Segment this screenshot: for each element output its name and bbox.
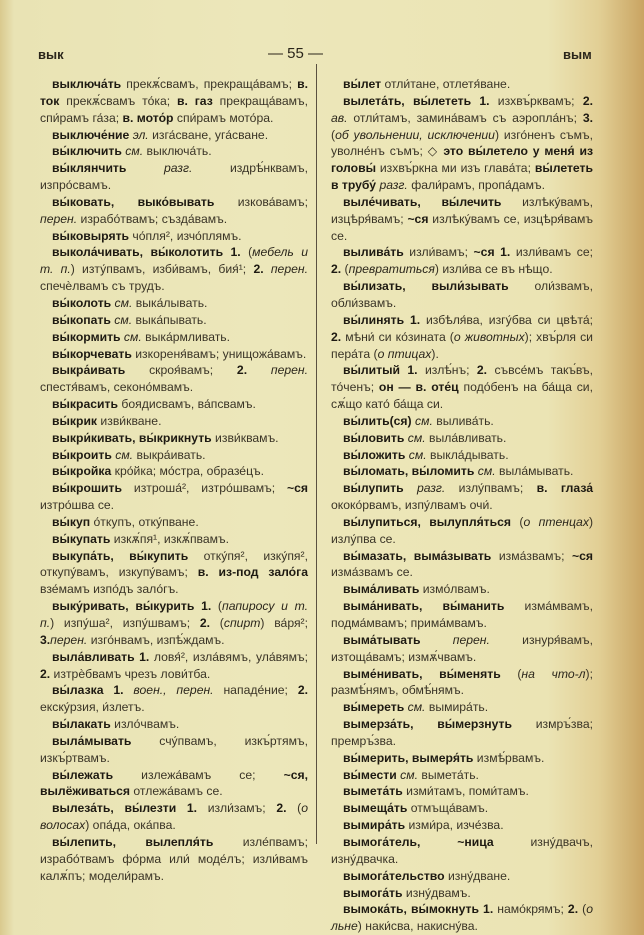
headword: вымога́тельство: [343, 868, 445, 883]
grammar-label: см.: [120, 329, 142, 344]
headword: вымета́ть: [343, 784, 403, 799]
headword: вымока́ть, вы́мокнуть 1.: [343, 902, 494, 917]
headword: вы́копать: [52, 312, 111, 327]
translation: нападе́ние;: [213, 683, 298, 698]
translation: изну́двамъ.: [402, 885, 471, 900]
translation: отли́тане, отлетя́ване.: [381, 77, 511, 91]
headword: вымога́тель, ~ница: [343, 834, 494, 849]
grammar-label: см.: [110, 312, 133, 327]
dictionary-entry: [40, 127, 308, 144]
translation: вымета́ть.: [418, 767, 479, 782]
dictionary-entry: [331, 581, 593, 598]
headword: 2.: [567, 902, 579, 917]
translation: (: [331, 127, 336, 142]
headword: выключа́ть: [52, 77, 122, 91]
headword: в. ток: [40, 77, 308, 108]
grammar-label: перен.: [50, 632, 88, 647]
headword: вы́куп: [52, 514, 91, 529]
translation: счу́пвамъ, изкъ́ртямъ, изкъ́ртвамъ.: [40, 733, 308, 765]
dictionary-entry: [331, 750, 593, 767]
translation: выка́лывать.: [132, 295, 208, 310]
translation: изхвъ́ркна ми изъ глава́та;: [375, 161, 535, 176]
translation: отку́пя², изку́пя², откупу́вамъ, изкупу́вамъ;: [40, 548, 308, 580]
grammar-label: о животных: [453, 329, 525, 344]
translation: выла́вливать.: [425, 430, 507, 445]
dictionary-entry: [331, 244, 593, 278]
translation: о́ткупъ, отку́пване.: [90, 514, 199, 529]
headword: вы́мерить, вымеря́ть: [343, 750, 474, 765]
headword: вы́кормить: [52, 329, 121, 344]
left-column: [40, 76, 308, 885]
dictionary-entry: [331, 463, 593, 480]
translation: (: [511, 514, 524, 529]
translation: издрѣ́нквамъ, изпро́свамъ.: [40, 161, 308, 193]
translation: изло́чвамъ.: [110, 717, 180, 732]
grammar-label: об увольнении, исключении: [335, 127, 495, 142]
grammar-label: воен., перен.: [123, 683, 214, 698]
translation: изли́замъ;: [197, 801, 277, 816]
headword: вы́кройка: [52, 464, 112, 479]
grammar-label: спирт: [223, 616, 261, 630]
dictionary-entry: [40, 531, 308, 548]
translation: ококо́рвамъ, изпу́лвамъ очи́.: [331, 498, 493, 513]
translation: ◇: [427, 144, 444, 159]
headword: вы́лазка 1.: [52, 683, 124, 698]
translation: вылива́ть.: [432, 413, 494, 428]
headword: 2.: [253, 262, 264, 277]
grammar-label: перен.: [420, 632, 490, 647]
translation: ); хвъ́рля си пера́та (: [331, 329, 593, 361]
right-column: [331, 76, 593, 935]
translation: ) опа́да, ока́пва.: [85, 818, 176, 833]
grammar-label: см.: [411, 413, 433, 428]
headword: вы́лупить: [343, 481, 404, 496]
dictionary-entry: [40, 194, 308, 228]
headword: выме́нивать, вы́менять: [343, 666, 501, 681]
translation: выключа́ть.: [143, 144, 212, 159]
grammar-label: мебель и т. п.: [40, 245, 308, 277]
translation: изкѫ́пя¹, изкѫ́пвамъ.: [110, 531, 230, 546]
translation: ) изли́ва се въ нѣщо.: [434, 262, 553, 277]
headword: выкупа́ть, вы́купить: [52, 548, 189, 563]
dictionary-entry: [331, 93, 593, 194]
headword: ~ся: [571, 548, 593, 563]
dictionary-entry: [40, 463, 308, 480]
translation: изга́сване, уга́сване.: [148, 127, 269, 142]
headword: выку́ривать, вы́курить 1.: [52, 599, 212, 614]
translation: изли́вамъ;: [403, 245, 474, 260]
dictionary-entry: [331, 885, 593, 902]
headword: 2.: [331, 262, 342, 277]
grammar-label: см.: [404, 430, 426, 445]
dictionary-entry: [331, 76, 593, 93]
headword: вы́ключить: [52, 144, 122, 159]
dictionary-entry: [40, 733, 308, 767]
dictionary-entry: [331, 430, 593, 447]
translation: изма́звамъ;: [491, 548, 572, 563]
headword: вылива́ть: [343, 245, 404, 260]
dictionary-entry: [331, 632, 593, 666]
dictionary-entry: [331, 834, 593, 868]
headword: выле́чивать, вы́лечить: [343, 194, 502, 209]
column-divider: [316, 64, 317, 844]
headword: 2.: [199, 616, 211, 630]
headword: это вы́летело у меня́ из головы́: [331, 144, 593, 176]
headword: вы́колоть: [52, 295, 112, 310]
grammar-label: ав.: [331, 110, 348, 125]
translation: (: [500, 666, 522, 681]
translation: излѣку́вамъ, изцѣря́вамъ;: [331, 194, 593, 226]
grammar-label: о волосах: [40, 801, 309, 833]
headword: выкола́чивать, вы́колотить 1.: [52, 245, 241, 260]
headword: вымеща́ть: [343, 801, 408, 816]
headword: вы́лепить, вылепля́ть: [52, 834, 214, 849]
header-right-guide-word: вым: [563, 47, 592, 62]
dictionary-entry: [331, 901, 593, 935]
grammar-label: см.: [404, 700, 426, 715]
headword: вы́ковырять: [52, 228, 130, 243]
headword: вы́ложить: [343, 447, 406, 462]
dictionary-entry: [40, 480, 308, 514]
translation: избѣля́ва, изгу́бва си цвѣта́;: [420, 312, 593, 327]
translation: излѣку́вамъ се, изцѣря́вамъ се.: [331, 211, 593, 243]
translation: фали́рамъ, пропа́дамъ.: [407, 178, 546, 193]
grammar-label: см.: [121, 144, 144, 159]
headword: вы́клянчить: [52, 161, 127, 176]
grammar-label: о птицах: [377, 346, 432, 361]
headword: 2.: [331, 329, 342, 344]
headword: вы́лет: [343, 77, 382, 91]
grammar-label: см.: [111, 295, 133, 310]
translation: ) излу́пва се.: [331, 514, 593, 546]
headword: вы́крошить: [52, 481, 123, 496]
translation: (: [341, 262, 349, 277]
translation: изви́квамъ.: [211, 430, 279, 445]
translation: вымира́ть.: [425, 700, 489, 715]
dictionary-entry: [40, 716, 308, 733]
dictionary-entry: [331, 767, 593, 784]
headword: вы́лупиться, вылупля́ться: [343, 514, 512, 529]
headword: выкри́кивать, вы́крикнуть: [52, 430, 212, 445]
translation: изтроша́², изтро́швамъ;: [122, 481, 287, 496]
translation: мѣни́ си ко́зината (: [341, 329, 454, 344]
dictionary-entry: [40, 143, 308, 160]
translation: выка́рмливать.: [141, 329, 231, 344]
headword: вы́лить(ся): [343, 413, 412, 428]
headword: выма́нивать, вы́манить: [343, 599, 505, 614]
headword: вы́мести: [343, 767, 397, 782]
dictionary-entry: [331, 480, 593, 514]
headword: выла́мывать: [52, 733, 132, 748]
dictionary-entry: [40, 362, 308, 396]
headword: 2.: [276, 801, 287, 816]
headword: вылета́ть, вы́лететь 1.: [343, 93, 490, 108]
dictionary-entry: [40, 682, 308, 716]
grammar-label: разг.: [376, 178, 408, 193]
dictionary-entry: [331, 362, 593, 413]
headword: выла́вливать 1.: [52, 649, 150, 664]
dictionary-entry: [40, 767, 308, 801]
header-left-guide-word: вык: [38, 47, 64, 62]
dictionary-entry: [331, 800, 593, 817]
headword: 2.: [297, 683, 308, 698]
dictionary-entry: [40, 649, 308, 683]
translation: спестя́вамъ, секоно́мвамъ.: [40, 380, 194, 395]
headword: вы́крик: [52, 413, 98, 428]
grammar-label: на что-л: [521, 666, 586, 681]
headword: 3.: [40, 632, 51, 647]
headword: вы́лакать: [52, 717, 111, 732]
headword: вы́купать: [52, 531, 111, 546]
translation: изхвъ́рквамъ;: [489, 93, 583, 108]
translation: прекраща́вамъ, спи́рамъ га́за;: [40, 93, 309, 125]
dictionary-entry: [331, 514, 593, 548]
translation: изле́пвамъ; израбо́твамъ фо́рма или́ моде́лъ; изли́вамъ калѫ́пъ; модели́рамъ.: [40, 834, 308, 883]
translation: изго́нвамъ, изпѣ́ждамъ.: [87, 632, 225, 647]
grammar-label: см.: [474, 464, 496, 479]
grammar-label: перен.: [40, 211, 78, 226]
dictionary-entry: [331, 312, 593, 363]
headword: выма́тывать: [343, 632, 421, 647]
headword: вымира́ть: [343, 818, 406, 833]
translation: спечѐлвамъ съ трудъ.: [40, 279, 165, 294]
headword: вы́линять 1.: [343, 312, 421, 327]
translation: ) изго́ненъ съмъ, уволне́нъ съмъ;: [331, 127, 593, 159]
grammar-label: папиросу и т. п.: [40, 599, 308, 630]
translation: (: [240, 245, 253, 260]
dictionary-entry: [40, 396, 308, 413]
translation: отлежа́вамъ се.: [130, 784, 223, 799]
translation: излежа́вамъ се;: [113, 767, 284, 782]
translation: спи́рамъ мото́ра.: [173, 110, 274, 125]
dictionary-entry: [40, 329, 308, 346]
headword: вы́кроить: [52, 447, 112, 462]
dictionary-entry: [40, 312, 308, 329]
translation: ) изту́пвамъ, изби́вамъ, бия́¹;: [70, 262, 254, 277]
headword: в. мото́р: [122, 110, 174, 125]
grammar-label: перен.: [263, 262, 308, 277]
translation: изну́дване.: [444, 868, 511, 883]
dictionary-entry: [40, 76, 308, 127]
dictionary-entry: [331, 817, 593, 834]
translation: отли́тамъ, замина́вамъ съ аэропла́нъ;: [347, 110, 583, 125]
translation: (: [578, 902, 587, 917]
translation: (: [211, 599, 222, 614]
translation: ловя́², изла́вямъ, ула́вямъ;: [149, 649, 308, 664]
dictionary-entry: [331, 447, 593, 464]
translation: намо́крямъ;: [493, 902, 568, 917]
headword: ~ся: [286, 481, 308, 496]
translation: кро́йка; мо́стра, образе́цъ.: [111, 464, 265, 479]
headword: вымерза́ть, вы́мерзнуть: [343, 717, 513, 732]
grammar-label: см.: [111, 447, 134, 462]
dictionary-entry: [40, 160, 308, 194]
translation: изма́мвамъ, подма́мвамъ; прима́мвамъ.: [331, 599, 593, 630]
dictionary-entry: [331, 278, 593, 312]
translation: ) наки́сва, накисну́ва.: [357, 919, 478, 934]
headword: вы́лететь в трубу́: [331, 161, 593, 193]
dictionary-entry: [40, 447, 308, 464]
headword: выключе́ние: [52, 127, 130, 142]
headword: вы́литый 1.: [343, 363, 418, 378]
translation: скроя́вамъ;: [125, 363, 237, 378]
dictionary-entry: [40, 548, 308, 599]
headword: он — в. оте́ц: [378, 380, 459, 395]
headword: 2.: [236, 363, 248, 378]
translation: изви́кване.: [97, 413, 162, 428]
translation: изкореня́вамъ; унищожа́вамъ.: [131, 346, 307, 361]
grammar-label: разг.: [126, 161, 193, 176]
headword: вы́ковать, выко́вывать: [52, 194, 215, 209]
translation: екску́рзия, и́злетъ.: [40, 700, 145, 715]
translation: чо́пля², изчо́плямъ.: [129, 228, 242, 243]
translation: прекѫ́свамъ то́ка;: [59, 93, 177, 108]
headword: вымога́ть: [343, 885, 403, 900]
grammar-label: о льне: [331, 902, 593, 934]
dictionary-entry: [40, 514, 308, 531]
translation: ) ва́ря²;: [260, 616, 309, 630]
dictionary-entry: [40, 413, 308, 430]
grammar-label: превратиться: [348, 262, 435, 277]
dictionary-entry: [40, 598, 308, 649]
translation: изтро́шва се.: [40, 498, 115, 513]
dictionary-entry: [331, 194, 593, 245]
headword: вы́ловить: [343, 430, 405, 445]
translation: выкра́ивать.: [133, 447, 206, 462]
dictionary-entry: [331, 868, 593, 885]
page-number: — 55 —: [268, 45, 324, 62]
headword: вылеза́ть, вы́лезти 1.: [52, 801, 198, 816]
headword: ~ся: [407, 211, 429, 226]
dictionary-entry: [331, 716, 593, 750]
translation: отмъща́вамъ.: [407, 801, 489, 816]
dictionary-entry: [331, 699, 593, 716]
headword: вы́корчевать: [52, 346, 132, 361]
dictionary-entry: [331, 783, 593, 800]
translation: измо́лвамъ.: [419, 582, 490, 597]
dictionary-entry: [40, 800, 308, 834]
translation: подо́бенъ на ба́ща си, сѫ́що като́ ба́ща си.: [331, 380, 593, 412]
dictionary-entry: [40, 430, 308, 447]
translation: оли́звамъ, обли́звамъ.: [331, 279, 593, 310]
headword: вы́мазать, выма́зывать: [343, 548, 492, 563]
translation: (: [286, 801, 302, 816]
headword: вы́лизать, выли́зывать: [343, 279, 509, 294]
dictionary-entry: [40, 228, 308, 245]
headword: 2.: [40, 666, 51, 681]
translation: прекѫ́свамъ, прекраща́вамъ;: [121, 77, 298, 91]
dictionary-entry: [40, 834, 308, 885]
dictionary-entry: [40, 244, 308, 295]
headword: выма́ливать: [343, 582, 420, 597]
translation: боядисвамъ, ва́псвамъ.: [117, 397, 256, 412]
translation: изнуря́вамъ, изтоща́вамъ; измѫ́чвамъ.: [331, 632, 593, 664]
translation: измѣ́рвамъ.: [473, 750, 545, 765]
translation: выла́мывать.: [495, 464, 574, 479]
grammar-label: см.: [396, 767, 419, 782]
translation: съвсе́мъ такъ́въ, то́ченъ;: [331, 363, 593, 395]
translation: ).: [431, 346, 439, 361]
headword: в. газ: [176, 93, 213, 108]
dictionary-entry: [331, 598, 593, 632]
dictionary-entry: [331, 413, 593, 430]
headword: в. из-под зало́га: [197, 565, 308, 580]
translation: (: [210, 616, 224, 630]
grammar-label: см.: [405, 447, 427, 462]
translation: изкова́вамъ;: [214, 194, 308, 209]
dictionary-entry: [40, 295, 308, 312]
headword: вы́ломать, вы́ломить: [343, 464, 475, 479]
headword: 2.: [582, 93, 594, 108]
headword: выкра́ивать: [52, 363, 126, 378]
headword: вы́красить: [52, 397, 118, 412]
headword: ~ся, вылёживаться: [40, 767, 308, 799]
translation: изми́ра, изче́зва.: [405, 818, 504, 833]
dictionary-entry: [331, 548, 593, 582]
translation: выкла́дывать.: [426, 447, 509, 462]
translation: изну́двачъ, изну́двачка.: [331, 834, 593, 866]
dictionary-entry: [40, 346, 308, 363]
grammar-label: перен.: [247, 363, 308, 378]
translation: измръ́зва; премръ́зва.: [331, 717, 593, 748]
grammar-label: о птенцах: [523, 514, 589, 529]
headword: 2.: [476, 363, 488, 378]
dictionary-entry: [331, 666, 593, 700]
headword: ~ся 1.: [473, 245, 511, 260]
headword: в. глаза́: [536, 481, 593, 496]
translation: излу́пвамъ;: [445, 481, 537, 496]
translation: ); размѣ́нямъ, обмѣ́нямъ.: [331, 666, 593, 698]
translation: излѣ́нъ;: [417, 363, 477, 378]
translation: израбо́твамъ; създа́вамъ.: [77, 211, 228, 226]
headword: 3.: [582, 110, 593, 125]
headword: вы́лежать: [52, 767, 114, 782]
translation: ) изпу́ша², изпу́швамъ;: [50, 616, 200, 630]
translation: выка́пывать.: [132, 312, 207, 327]
grammar-label: эл.: [129, 127, 149, 142]
translation: изма́звамъ се.: [331, 565, 413, 580]
headword: вы́мереть: [343, 700, 405, 715]
translation: взе́мамъ изпо́дъ зало́гъ.: [40, 582, 179, 597]
grammar-label: разг.: [403, 481, 446, 496]
translation: изли́вамъ се;: [510, 245, 593, 260]
translation: изтрѐбвамъ чрезъ лови́тба.: [50, 666, 211, 681]
translation: изми́тамъ, поми́тамъ.: [402, 784, 529, 799]
